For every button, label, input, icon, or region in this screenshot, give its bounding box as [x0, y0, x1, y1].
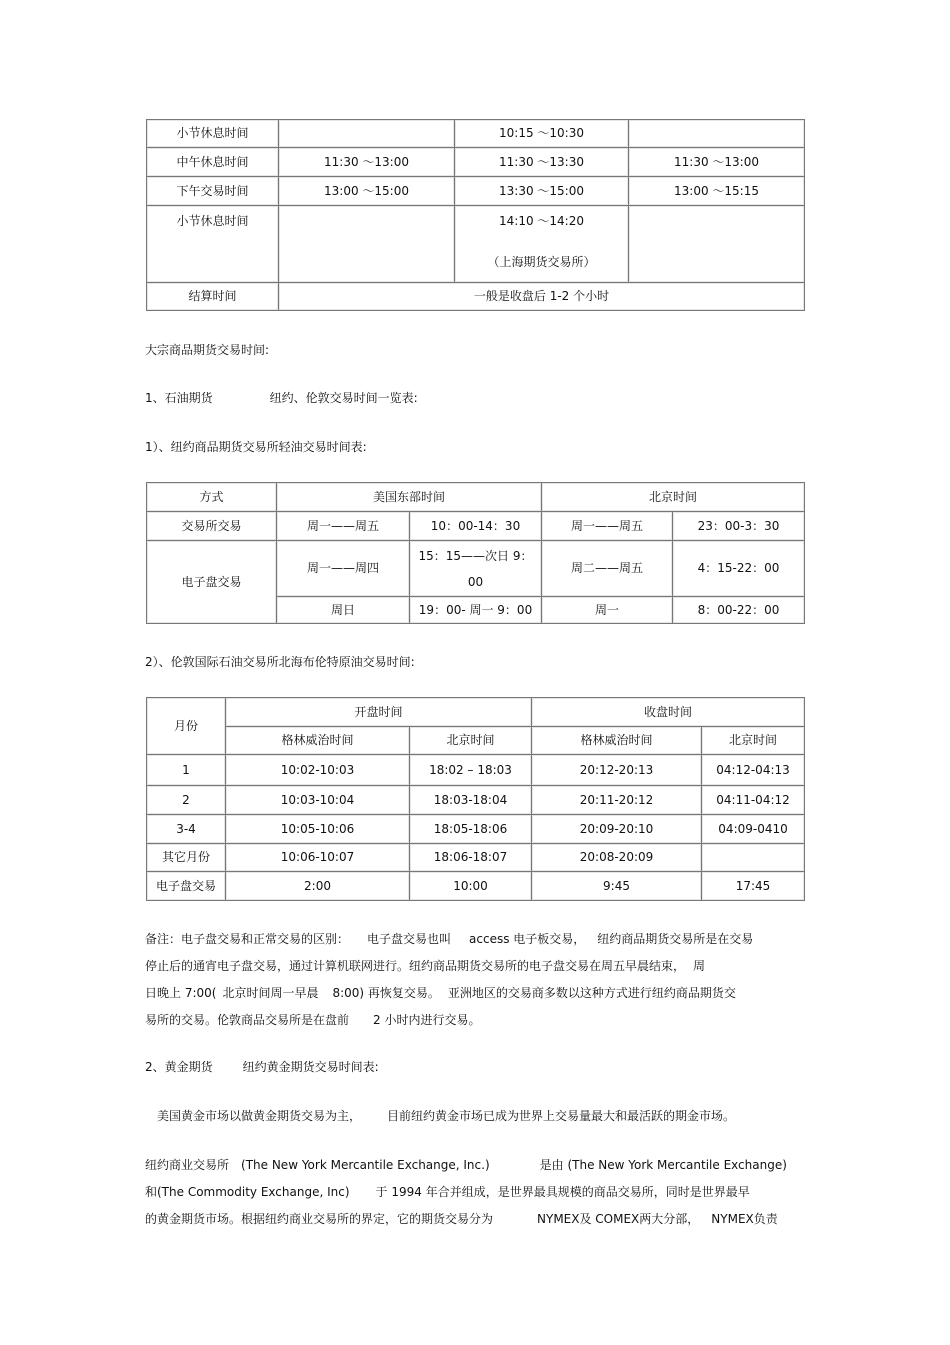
gold-text: 的黄金期货市场。根据纽约商业交易所的界定，它的期货交易分为 [145, 1212, 494, 1226]
header-bj: 北京时间 [410, 727, 532, 755]
table-row [147, 512, 805, 541]
table-cell: 20:12-20:13 [532, 755, 702, 786]
cell-line: 14:10 ～14:20 [499, 214, 584, 228]
header-gmt: 格林威治时间 [226, 727, 410, 755]
month-cell: 电子盘交易 [147, 872, 226, 901]
table-cell: 20:08-20:09 [532, 844, 702, 872]
note-line-4 [145, 1012, 480, 1028]
heading-ice: 2）、伦敦国际石油交易所北海布伦特原油交易时间: [145, 655, 415, 669]
table-cell: 10:06-10:07 [226, 844, 410, 872]
table-row [147, 148, 805, 177]
note-text: 易所的交易。伦敦商品交易所是在盘前 [145, 1013, 350, 1027]
gold-text: 纽约商业交易所 [145, 1158, 230, 1172]
table-cell: 10:00 [410, 872, 532, 901]
table-cell: 周一 [542, 597, 673, 624]
header-bj: 北京时间 [542, 483, 805, 512]
table-row [147, 786, 805, 815]
table-cell [279, 206, 455, 283]
gold-text: 于 1994 年合并组成，是世界最具规模的商品交易所，同时是世界最早 [375, 1185, 750, 1199]
table-cell: 10:15 ～10:30 [455, 120, 629, 148]
header-bj: 北京时间 [702, 727, 805, 755]
table-row [147, 698, 805, 727]
table-row [147, 755, 805, 786]
cell-line: 00 [467, 574, 484, 589]
table-cell: 4：15-22：00 [673, 541, 805, 597]
table-cell: 18:03-18:04 [410, 786, 532, 815]
row-label: 电子盘交易 [147, 541, 277, 624]
note-line-1 [145, 931, 753, 947]
table-cell: 20:09-20:10 [532, 815, 702, 844]
month-cell: 2 [147, 786, 226, 815]
table-row [147, 541, 805, 597]
header-gmt: 格林威治时间 [532, 727, 702, 755]
table-cell: 04:09-0410 [702, 815, 805, 844]
header-method: 方式 [147, 483, 277, 512]
table-cell: 9:45 [532, 872, 702, 901]
gold-text: (The New York Mercantile Exchange, Inc.) [241, 1158, 490, 1172]
gold-line-1 [145, 1157, 787, 1173]
table-cell: 11:30 ～13:00 [279, 148, 455, 177]
table-cell: 11:30 ～13:30 [455, 148, 629, 177]
row-label: 结算时间 [147, 283, 279, 311]
gold-text: 美国黄金市场以做黄金期货交易为主， [157, 1109, 362, 1123]
table-cell [629, 206, 805, 283]
note-text: 2 小时内进行交易。 [373, 1013, 481, 1027]
table-row [147, 815, 805, 844]
table-cell [455, 206, 629, 283]
note-text: 亚洲地区的交易商多数以这种方式进行纽约商品期货交 [447, 986, 736, 1000]
settlement-cell: 一般是收盘后 1-2 个小时 [279, 283, 805, 311]
table-cell: 23：00-3：30 [673, 512, 805, 541]
nymex-hours-table [146, 482, 805, 624]
table-cell: 周日 [277, 597, 410, 624]
table-cell: 周一——周四 [277, 541, 410, 597]
table-cell: 17:45 [702, 872, 805, 901]
month-cell: 3-4 [147, 815, 226, 844]
header-open: 开盘时间 [226, 698, 532, 727]
table-cell [629, 120, 805, 148]
table-cell: 11:30 ～13:00 [629, 148, 805, 177]
header-est: 美国东部时间 [277, 483, 542, 512]
table-row [147, 844, 805, 872]
note-text: 备注：电子盘交易和正常交易的区别： [145, 932, 350, 946]
table-cell: 10:03-10:04 [226, 786, 410, 815]
table-row [147, 283, 805, 311]
table-cell: 10：00-14：30 [410, 512, 542, 541]
note-line-2 [145, 958, 705, 974]
heading-bulk: 大宗商品期货交易时间: [145, 343, 270, 357]
heading-nymex: 1）、纽约商品期货交易所轻油交易时间表: [145, 440, 367, 454]
table-cell: 18:05-18:06 [410, 815, 532, 844]
gold-text: 和(The Commodity Exchange, Inc) [145, 1185, 350, 1199]
header-month: 月份 [147, 698, 226, 755]
row-label: 小节休息时间 [147, 206, 279, 283]
note-text: 周 [693, 959, 706, 973]
heading-gold-num: 2、黄金期货 [145, 1060, 213, 1074]
gold-paragraph-1 [157, 1108, 735, 1124]
gold-line-3 [145, 1211, 778, 1227]
note-text: 电子盘交易也叫 [367, 932, 452, 946]
heading-oil-sub: 纽约、伦敦交易时间一览表: [269, 391, 418, 405]
cell-note: （上海期货交易所） [487, 255, 596, 269]
table-cell: 周一——周五 [277, 512, 410, 541]
gold-text: 是由 (The New York Mercantile Exchange) [539, 1158, 787, 1172]
brent-hours-table [146, 697, 805, 901]
table-cell [410, 541, 542, 597]
table-cell [279, 120, 455, 148]
table-row [147, 727, 805, 755]
heading-gold-sub: 纽约黄金期货交易时间表: [242, 1060, 379, 1074]
table-cell [702, 844, 805, 872]
table-cell: 20:11-20:12 [532, 786, 702, 815]
table-row [147, 120, 805, 148]
note-text: 纽约商品期货交易所是在交易 [597, 932, 754, 946]
table-cell: 13:00 ～15:15 [629, 177, 805, 206]
table-cell: 10:05-10:06 [226, 815, 410, 844]
month-cell: 1 [147, 755, 226, 786]
table-cell: 19：00- 周一 9：00 [410, 597, 542, 624]
heading-gold [145, 1059, 379, 1075]
table-cell: 周二——周五 [542, 541, 673, 597]
cell-line: 15：15——次日 9： [418, 548, 533, 563]
row-label: 中午休息时间 [147, 148, 279, 177]
note-line-3 [145, 985, 736, 1001]
table-cell: 周一——周五 [542, 512, 673, 541]
gold-text: 目前纽约黄金市场已成为世界上交易量最大和最活跃的期金市场。 [387, 1109, 736, 1123]
note-text: 8:00) 再恢复交易。 [332, 986, 440, 1000]
trading-hours-table [146, 119, 805, 311]
month-cell: 其它月份 [147, 844, 226, 872]
note-text: access 电子板交易， [469, 932, 586, 946]
table-cell: 13:30 ～15:00 [455, 177, 629, 206]
table-row [147, 872, 805, 901]
table-cell: 10:02-10:03 [226, 755, 410, 786]
heading-oil [145, 390, 418, 406]
table-cell: 8：00-22：00 [673, 597, 805, 624]
note-text: 停止后的通宵电子盘交易，通过计算机联网进行。纽约商品期货交易所的电子盘交易在周五早晨结束， [145, 959, 686, 973]
row-label: 小节休息时间 [147, 120, 279, 148]
row-label: 下午交易时间 [147, 177, 279, 206]
table-cell: 04:12-04:13 [702, 755, 805, 786]
table-row [147, 177, 805, 206]
gold-text: NYMEX负责 [711, 1212, 778, 1226]
table-cell: 13:00 ～15:00 [279, 177, 455, 206]
table-cell: 18:06-18:07 [410, 844, 532, 872]
table-cell: 04:11-04:12 [702, 786, 805, 815]
table-row [147, 206, 805, 283]
gold-line-2 [145, 1184, 750, 1200]
note-text: 北京时间周一早晨 [222, 986, 319, 1000]
heading-oil-num: 1、石油期货 [145, 391, 213, 405]
table-cell: 18:02 – 18:03 [410, 755, 532, 786]
note-text: 日晚上 7:00( [145, 986, 217, 1000]
gold-text: NYMEX及 COMEX两大分部， [537, 1212, 700, 1226]
table-row [147, 483, 805, 512]
row-label: 交易所交易 [147, 512, 277, 541]
table-cell: 2:00 [226, 872, 410, 901]
header-close: 收盘时间 [532, 698, 805, 727]
